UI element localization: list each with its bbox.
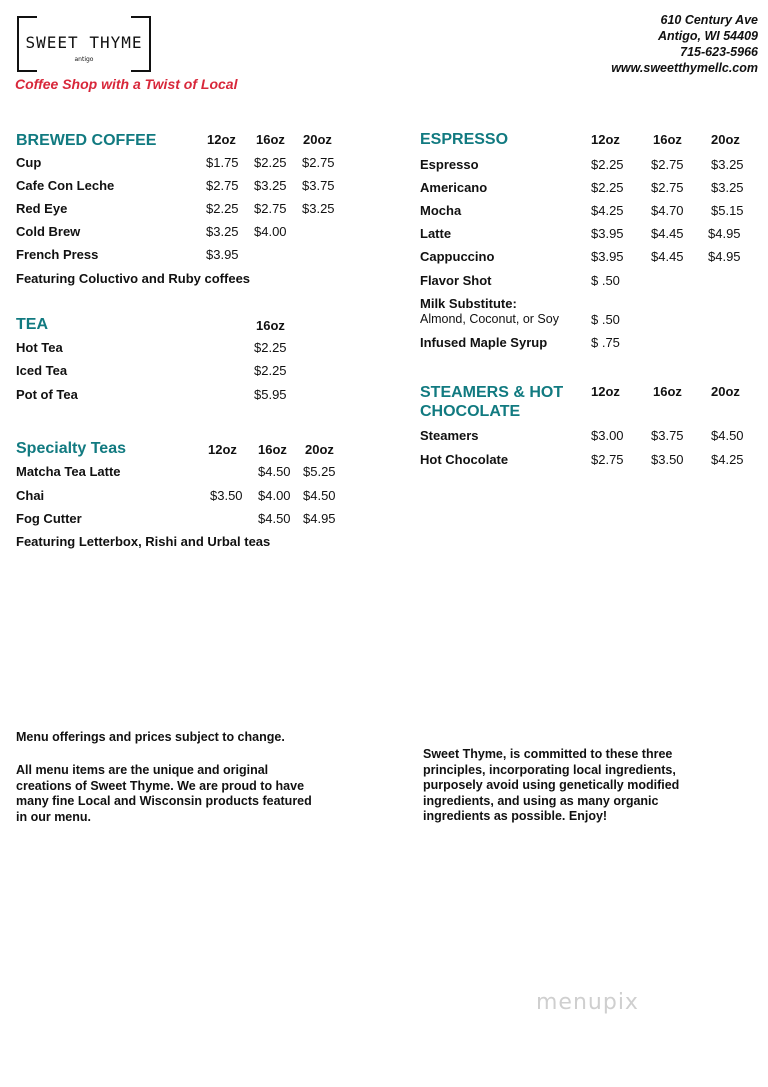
address-street: 610 Century Ave (660, 13, 758, 27)
menu-item-price: $3.75 (302, 178, 335, 193)
brewed-coffee-note: Featuring Coluctivo and Ruby coffees (16, 271, 251, 286)
menu-item-name: Hot Tea (16, 340, 63, 355)
milk-options: Almond, Coconut, or Soy (420, 312, 559, 326)
menu-item-price: $2.75 (591, 452, 624, 467)
menu-item-price: $2.25 (591, 157, 624, 172)
menu-item-price: $3.25 (254, 178, 287, 193)
menu-item-name: Pot of Tea (16, 387, 78, 402)
menu-item-name: Cup (16, 155, 42, 170)
menu-item-price: $4.25 (591, 203, 624, 218)
size-header: 16oz (256, 318, 285, 333)
note-line: Sweet Thyme, is committed to these three (423, 747, 673, 761)
note-line: many fine Local and Wisconsin products featured (16, 794, 312, 808)
menu-item-price: $ .50 (591, 273, 620, 288)
menu-item-price: $5.25 (303, 464, 336, 479)
logo-name: SWEET THYME (25, 33, 143, 52)
size-header: 16oz (653, 384, 682, 399)
note-line: in our menu. (16, 809, 91, 824)
menu-item-price: $4.50 (258, 511, 291, 526)
menu-item-price: $3.25 (711, 157, 744, 172)
menu-item-price: $3.00 (591, 428, 624, 443)
steamers-title-line2: CHOCOLATE (420, 403, 521, 420)
menu-item-name: Espresso (420, 157, 479, 172)
original-creations-note (16, 763, 312, 825)
note-line: purposely avoid using genetically modified (423, 778, 680, 792)
menu-item-name: Steamers (420, 428, 479, 443)
size-header: 16oz (256, 132, 285, 147)
menu-item-name: Chai (16, 488, 45, 503)
menu-item-name: Flavor Shot (420, 273, 492, 288)
size-header: 20oz (711, 384, 740, 399)
note-line: principles, incorporating local ingredients, (423, 762, 676, 777)
menu-item-price: $2.75 (651, 157, 684, 172)
menu-item-name: Cappuccino (420, 249, 495, 264)
menu-item-name: Infused Maple Syrup (420, 335, 548, 350)
menu-item-price: $2.25 (254, 363, 287, 378)
menu-item-price: $5.15 (711, 203, 744, 218)
note-line: All menu items are the unique and original (16, 763, 269, 777)
menu-item-price: $3.50 (651, 452, 684, 467)
menu-item-price: $2.25 (591, 180, 624, 195)
menu-item-name: Iced Tea (16, 363, 68, 378)
menu-item-price: $2.75 (302, 155, 335, 170)
size-header: 20oz (303, 132, 332, 147)
espresso-title: ESPRESSO (420, 131, 509, 148)
address-block (611, 12, 758, 76)
menu-item-price: $5.95 (254, 387, 287, 402)
note-line: ingredients, and using as many organic (423, 793, 659, 808)
tea-title: TEA (16, 316, 48, 333)
address-phone: 715-623-5966 (680, 45, 758, 59)
menu-item-price: $4.95 (303, 511, 336, 526)
menu-item-price: $3.75 (651, 428, 684, 443)
menu-item-price: $2.75 (206, 178, 239, 193)
menu-item-name: Matcha Tea Latte (16, 464, 121, 479)
menu-item-name: French Press (16, 247, 99, 262)
menu-item-name: Hot Chocolate (420, 452, 509, 467)
specialty-teas-note: Featuring Letterbox, Rishi and Urbal teas (16, 534, 271, 549)
menu-item-price: $4.50 (303, 488, 336, 503)
menu-item-price: $2.75 (651, 180, 684, 195)
menu-item-price: $3.95 (591, 249, 624, 264)
menu-item-price: $4.25 (711, 452, 744, 467)
menu-item-name: Milk Substitute: (420, 296, 517, 311)
menu-item-name: Fog Cutter (16, 511, 82, 526)
steamers-title: STEAMERS & HOT (420, 384, 564, 401)
size-header: 12oz (591, 132, 620, 147)
size-header: 12oz (207, 132, 236, 147)
menu-item-price: $4.45 (651, 249, 684, 264)
menu-item-price: $3.25 (711, 180, 744, 195)
menu-item-price: $3.25 (302, 201, 335, 216)
size-header: 12oz (591, 384, 620, 399)
note-line: ingredients as possible. Enjoy! (423, 809, 608, 823)
menu-item-price: $3.25 (206, 224, 239, 239)
price-change-note: Menu offerings and prices subject to change. (16, 730, 285, 744)
menu-item-price: $3.95 (206, 247, 239, 262)
size-header: 12oz (208, 442, 237, 457)
commitment-note (423, 747, 679, 825)
size-header: 20oz (711, 132, 740, 147)
menu-item-price: $2.25 (254, 340, 287, 355)
tagline: Coffee Shop with a Twist of Local (15, 76, 238, 92)
specialty-teas-title: Specialty Teas (16, 440, 126, 457)
menu-item-price: $4.00 (258, 488, 291, 503)
menu-item-name: Cafe Con Leche (16, 178, 115, 193)
watermark: menupix (536, 990, 639, 1015)
menu-item-name: Latte (420, 226, 452, 241)
menu-item-price: $4.50 (711, 428, 744, 443)
menu-item-price: $2.25 (206, 201, 239, 216)
menu-item-name: Cold Brew (16, 224, 81, 239)
menu-item-price: $4.95 (708, 249, 741, 264)
menu-item-name: Red Eye (16, 201, 68, 216)
size-header: 16oz (653, 132, 682, 147)
size-header: 16oz (258, 442, 287, 457)
brewed-coffee-title: BREWED COFFEE (16, 132, 157, 149)
menu-item-price: $4.95 (708, 226, 741, 241)
logo (17, 16, 151, 72)
address-website: www.sweetthymellc.com (611, 61, 758, 75)
note-line: creations of Sweet Thyme. We are proud to have (16, 778, 305, 793)
size-header: 20oz (305, 442, 334, 457)
menu-item-price: $3.95 (591, 226, 624, 241)
menu-item-name: Americano (420, 180, 488, 195)
menu-item-price: $ .75 (591, 335, 620, 350)
menu-item-price: $4.50 (258, 464, 291, 479)
menu-item-price: $3.50 (210, 488, 243, 503)
menu-item-name: Mocha (420, 203, 462, 218)
menu-item-price: $4.45 (651, 226, 684, 241)
menu-item-price: $1.75 (206, 155, 239, 170)
menu-item-price: $4.00 (254, 224, 287, 239)
menu-item-price: $2.25 (254, 155, 287, 170)
menu-item-price: $ .50 (591, 312, 620, 327)
menu-item-price: $2.75 (254, 201, 287, 216)
menu-item-price: $4.70 (651, 203, 684, 218)
address-city: Antigo, WI 54409 (657, 29, 758, 43)
logo-subtitle: antigo (74, 56, 94, 63)
